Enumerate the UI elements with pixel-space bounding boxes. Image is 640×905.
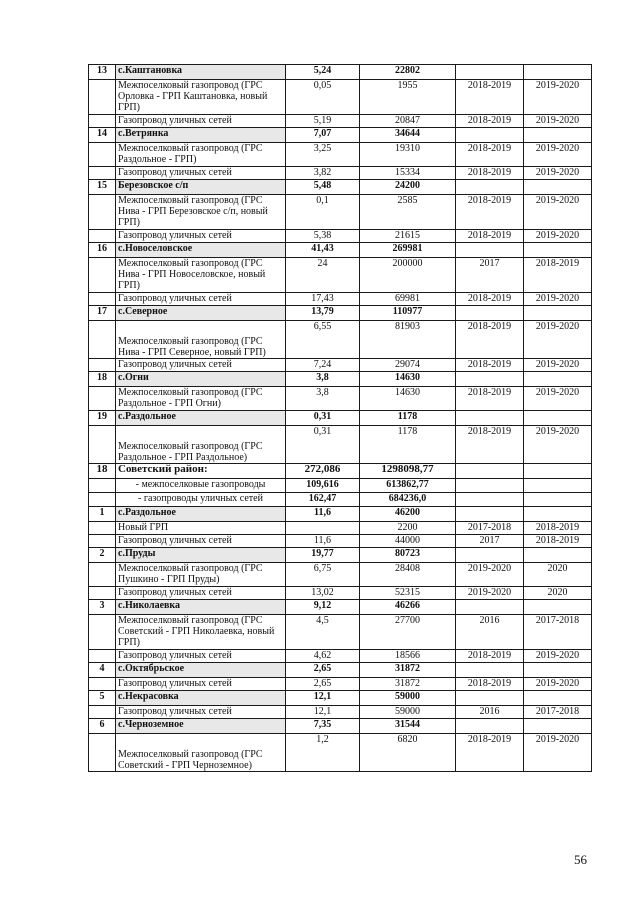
row-number	[89, 493, 116, 507]
cost-value: 1178	[360, 426, 456, 464]
length-km: 12,1	[286, 706, 360, 719]
start-period: 2018-2019	[456, 678, 524, 691]
start-period: 2018-2019	[456, 293, 524, 306]
row-number	[89, 587, 116, 600]
row-number	[89, 734, 116, 772]
pipeline-row	[89, 143, 592, 167]
pipeline-row	[89, 293, 592, 306]
row-number	[89, 359, 116, 372]
row-number	[89, 479, 116, 493]
length-km: 17,43	[286, 293, 360, 306]
object-name: Газопровод уличных сетей	[116, 115, 286, 128]
start-period: 2018-2019	[456, 115, 524, 128]
pipeline-row	[89, 615, 592, 650]
start-period	[456, 691, 524, 706]
end-period	[524, 479, 592, 493]
settlement-row	[89, 719, 592, 734]
length-km: 13,02	[286, 587, 360, 600]
cost-value: 613862,77	[360, 479, 456, 493]
length-km: 0,31	[286, 426, 360, 464]
object-name: Газопровод уличных сетей	[116, 359, 286, 372]
row-number: 4	[89, 663, 116, 678]
pipeline-row	[89, 230, 592, 243]
end-period: 2020	[524, 587, 592, 600]
end-period: 2018-2019	[524, 258, 592, 293]
pipeline-row	[89, 522, 592, 535]
start-period: 2018-2019	[456, 80, 524, 115]
row-number	[89, 426, 116, 464]
cost-value: 46266	[360, 600, 456, 615]
end-period: 2020	[524, 563, 592, 587]
length-km: 2,65	[286, 663, 360, 678]
row-number: 2	[89, 548, 116, 563]
end-period	[524, 128, 592, 143]
district-subtotal-row	[89, 479, 592, 493]
length-km: 3,8	[286, 387, 360, 411]
row-number	[89, 650, 116, 663]
object-name: с.Новоселовское	[116, 243, 286, 258]
object-name: с.Некрасовка	[116, 691, 286, 706]
end-period: 2019-2020	[524, 678, 592, 691]
pipeline-row	[89, 321, 592, 359]
end-period	[524, 691, 592, 706]
row-number	[89, 143, 116, 167]
start-period	[456, 464, 524, 479]
row-number: 6	[89, 719, 116, 734]
cost-value: 2200	[360, 522, 456, 535]
length-km: 41,43	[286, 243, 360, 258]
row-number: 18	[89, 372, 116, 387]
object-name: Межпоселковый газопровод (ГРС Орловка - ГРП Каштановка, новый ГРП)	[116, 80, 286, 115]
pipeline-row	[89, 563, 592, 587]
length-km: 11,6	[286, 507, 360, 522]
object-name: Межпоселковый газопровод (ГРС Раздольное - ГРП)	[116, 143, 286, 167]
start-period: 2018-2019	[456, 734, 524, 772]
row-number	[89, 522, 116, 535]
length-km: 13,79	[286, 306, 360, 321]
object-name: с.Черноземное	[116, 719, 286, 734]
end-period: 2019-2020	[524, 167, 592, 180]
gas-pipeline-table	[88, 64, 592, 772]
length-km: 6,55	[286, 321, 360, 359]
end-period: 2019-2020	[524, 734, 592, 772]
object-name: Советский район:	[116, 464, 286, 479]
length-km: 3,8	[286, 372, 360, 387]
pipeline-row	[89, 734, 592, 772]
start-period: 2018-2019	[456, 195, 524, 230]
end-period	[524, 65, 592, 80]
length-km: 5,24	[286, 65, 360, 80]
length-km: 3,25	[286, 143, 360, 167]
end-period: 2017-2018	[524, 706, 592, 719]
end-period	[524, 493, 592, 507]
length-km: 5,19	[286, 115, 360, 128]
end-period: 2019-2020	[524, 387, 592, 411]
length-km: 7,35	[286, 719, 360, 734]
end-period: 2019-2020	[524, 143, 592, 167]
cost-value: 22802	[360, 65, 456, 80]
object-name: с.Огни	[116, 372, 286, 387]
start-period: 2018-2019	[456, 387, 524, 411]
end-period: 2019-2020	[524, 80, 592, 115]
settlement-row	[89, 180, 592, 195]
cost-value: 21615	[360, 230, 456, 243]
row-number	[89, 387, 116, 411]
row-number	[89, 293, 116, 306]
object-name: Межпоселковый газопровод (ГРС Раздольное - ГРП Раздольное)	[116, 426, 286, 464]
row-number	[89, 678, 116, 691]
length-km: 9,12	[286, 600, 360, 615]
length-km: 7,07	[286, 128, 360, 143]
start-period: 2018-2019	[456, 359, 524, 372]
row-number	[89, 321, 116, 359]
pipeline-row	[89, 115, 592, 128]
start-period: 2016	[456, 706, 524, 719]
length-km: 109,616	[286, 479, 360, 493]
row-number: 19	[89, 411, 116, 426]
end-period	[524, 306, 592, 321]
end-period	[524, 180, 592, 195]
start-period	[456, 663, 524, 678]
cost-value: 29074	[360, 359, 456, 372]
row-number	[89, 230, 116, 243]
end-period	[524, 372, 592, 387]
row-number: 5	[89, 691, 116, 706]
cost-value: 110977	[360, 306, 456, 321]
start-period	[456, 493, 524, 507]
object-name: с.Ветрянка	[116, 128, 286, 143]
settlement-row	[89, 548, 592, 563]
length-km: 12,1	[286, 691, 360, 706]
start-period: 2018-2019	[456, 426, 524, 464]
object-name: - межпоселковые газопроводы	[116, 479, 286, 493]
start-period	[456, 65, 524, 80]
pipeline-row	[89, 387, 592, 411]
district-total-row	[89, 464, 592, 479]
end-period	[524, 600, 592, 615]
cost-value: 6820	[360, 734, 456, 772]
pipeline-row	[89, 587, 592, 600]
settlement-row	[89, 507, 592, 522]
length-km: 7,24	[286, 359, 360, 372]
row-number: 18	[89, 464, 116, 479]
cost-value: 59000	[360, 706, 456, 719]
settlement-row	[89, 243, 592, 258]
row-number: 1	[89, 507, 116, 522]
length-km: 0,31	[286, 411, 360, 426]
row-number: 13	[89, 65, 116, 80]
cost-value: 1178	[360, 411, 456, 426]
object-name: Межпоселковый газопровод (ГРС Советский - ГРП Николаевка, новый ГРП)	[116, 615, 286, 650]
start-period	[456, 306, 524, 321]
object-name: Газопровод уличных сетей	[116, 706, 286, 719]
object-name: - газопроводы уличных сетей	[116, 493, 286, 507]
district-subtotal-row	[89, 493, 592, 507]
end-period: 2017-2018	[524, 615, 592, 650]
object-name: Газопровод уличных сетей	[116, 230, 286, 243]
cost-value: 59000	[360, 691, 456, 706]
cost-value: 27700	[360, 615, 456, 650]
end-period: 2019-2020	[524, 293, 592, 306]
cost-value: 14630	[360, 387, 456, 411]
end-period: 2019-2020	[524, 426, 592, 464]
row-number	[89, 167, 116, 180]
cost-value: 80723	[360, 548, 456, 563]
object-name: Газопровод уличных сетей	[116, 678, 286, 691]
start-period: 2017	[456, 535, 524, 548]
cost-value: 69981	[360, 293, 456, 306]
end-period: 2019-2020	[524, 650, 592, 663]
object-name: с.Каштановка	[116, 65, 286, 80]
cost-value: 18566	[360, 650, 456, 663]
object-name: Газопровод уличных сетей	[116, 650, 286, 663]
object-name: Газопровод уличных сетей	[116, 535, 286, 548]
length-km: 11,6	[286, 535, 360, 548]
settlement-row	[89, 600, 592, 615]
end-period: 2019-2020	[524, 230, 592, 243]
length-km: 162,47	[286, 493, 360, 507]
start-period	[456, 180, 524, 195]
row-number	[89, 195, 116, 230]
row-number: 14	[89, 128, 116, 143]
object-name: с.Раздольное	[116, 507, 286, 522]
cost-value: 28408	[360, 563, 456, 587]
cost-value: 24200	[360, 180, 456, 195]
cost-value: 1955	[360, 80, 456, 115]
row-number: 3	[89, 600, 116, 615]
row-number	[89, 615, 116, 650]
cost-value: 46200	[360, 507, 456, 522]
length-km: 19,77	[286, 548, 360, 563]
start-period	[456, 411, 524, 426]
pipeline-row	[89, 359, 592, 372]
pipeline-row	[89, 258, 592, 293]
row-number	[89, 258, 116, 293]
pipeline-row	[89, 80, 592, 115]
object-name: Березовское с/п	[116, 180, 286, 195]
length-km: 5,38	[286, 230, 360, 243]
pipeline-row	[89, 535, 592, 548]
start-period: 2016	[456, 615, 524, 650]
end-period: 2019-2020	[524, 359, 592, 372]
pipeline-row	[89, 706, 592, 719]
settlement-row	[89, 65, 592, 80]
cost-value: 20847	[360, 115, 456, 128]
length-km: 2,65	[286, 678, 360, 691]
settlement-row	[89, 372, 592, 387]
end-period: 2019-2020	[524, 321, 592, 359]
pipeline-row	[89, 650, 592, 663]
length-km: 0,1	[286, 195, 360, 230]
length-km: 24	[286, 258, 360, 293]
cost-value: 269981	[360, 243, 456, 258]
settlement-row	[89, 411, 592, 426]
settlement-row	[89, 306, 592, 321]
object-name: Межпоселковый газопровод (ГРС Нива - ГРП Северное, новый ГРП)	[116, 321, 286, 359]
settlement-row	[89, 663, 592, 678]
end-period	[524, 507, 592, 522]
start-period: 2018-2019	[456, 143, 524, 167]
pipeline-row	[89, 426, 592, 464]
length-km: 6,75	[286, 563, 360, 587]
pipeline-row	[89, 678, 592, 691]
row-number: 15	[89, 180, 116, 195]
row-number: 16	[89, 243, 116, 258]
start-period	[456, 479, 524, 493]
object-name: Межпоселковый газопровод (ГРС Советский - ГРП Черноземное)	[116, 734, 286, 772]
start-period: 2018-2019	[456, 167, 524, 180]
end-period	[524, 464, 592, 479]
object-name: Газопровод уличных сетей	[116, 587, 286, 600]
cost-value: 52315	[360, 587, 456, 600]
object-name: Газопровод уличных сетей	[116, 167, 286, 180]
settlement-row	[89, 128, 592, 143]
cost-value: 31544	[360, 719, 456, 734]
pipeline-row	[89, 167, 592, 180]
cost-value: 200000	[360, 258, 456, 293]
object-name: Газопровод уличных сетей	[116, 293, 286, 306]
length-km: 1,2	[286, 734, 360, 772]
object-name: с.Октябрьское	[116, 663, 286, 678]
object-name: Межпоселковый газопровод (ГРС Нива - ГРП Березовское с/п, новый ГРП)	[116, 195, 286, 230]
end-period: 2018-2019	[524, 522, 592, 535]
start-period: 2017-2018	[456, 522, 524, 535]
settlement-row	[89, 691, 592, 706]
page-number: 56	[574, 852, 587, 867]
object-name: с.Раздольное	[116, 411, 286, 426]
row-number	[89, 563, 116, 587]
start-period: 2018-2019	[456, 650, 524, 663]
row-number	[89, 706, 116, 719]
end-period: 2019-2020	[524, 115, 592, 128]
object-name: Межпоселковый газопровод (ГРС Раздольное - ГРП Огни)	[116, 387, 286, 411]
start-period: 2018-2019	[456, 230, 524, 243]
start-period	[456, 128, 524, 143]
start-period	[456, 243, 524, 258]
length-km: 5,48	[286, 180, 360, 195]
start-period: 2018-2019	[456, 321, 524, 359]
object-name: с.Пруды	[116, 548, 286, 563]
cost-value: 19310	[360, 143, 456, 167]
start-period	[456, 719, 524, 734]
object-name: с.Николаевка	[116, 600, 286, 615]
row-number	[89, 115, 116, 128]
start-period	[456, 507, 524, 522]
end-period	[524, 548, 592, 563]
end-period	[524, 663, 592, 678]
length-km: 4,62	[286, 650, 360, 663]
row-number	[89, 535, 116, 548]
end-period	[524, 411, 592, 426]
cost-value: 31872	[360, 663, 456, 678]
length-km: 3,82	[286, 167, 360, 180]
row-number: 17	[89, 306, 116, 321]
cost-value: 44000	[360, 535, 456, 548]
cost-value: 81903	[360, 321, 456, 359]
cost-value: 15334	[360, 167, 456, 180]
object-name: Межпоселковый газопровод (ГРС Нива - ГРП Новоселовское, новый ГРП)	[116, 258, 286, 293]
object-name: Новый ГРП	[116, 522, 286, 535]
start-period	[456, 548, 524, 563]
end-period: 2018-2019	[524, 535, 592, 548]
cost-value: 1298098,77	[360, 464, 456, 479]
start-period	[456, 600, 524, 615]
length-km: 0,05	[286, 80, 360, 115]
start-period	[456, 372, 524, 387]
start-period: 2019-2020	[456, 587, 524, 600]
cost-value: 14630	[360, 372, 456, 387]
length-km	[286, 522, 360, 535]
length-km: 272,086	[286, 464, 360, 479]
cost-value: 31872	[360, 678, 456, 691]
cost-value: 2585	[360, 195, 456, 230]
cost-value: 684236,0	[360, 493, 456, 507]
cost-value: 34644	[360, 128, 456, 143]
row-number	[89, 80, 116, 115]
length-km: 4,5	[286, 615, 360, 650]
end-period	[524, 243, 592, 258]
object-name: Межпоселковый газопровод (ГРС Пушкино - ГРП Пруды)	[116, 563, 286, 587]
end-period: 2019-2020	[524, 195, 592, 230]
start-period: 2019-2020	[456, 563, 524, 587]
start-period: 2017	[456, 258, 524, 293]
pipeline-row	[89, 195, 592, 230]
end-period	[524, 719, 592, 734]
object-name: с.Северное	[116, 306, 286, 321]
